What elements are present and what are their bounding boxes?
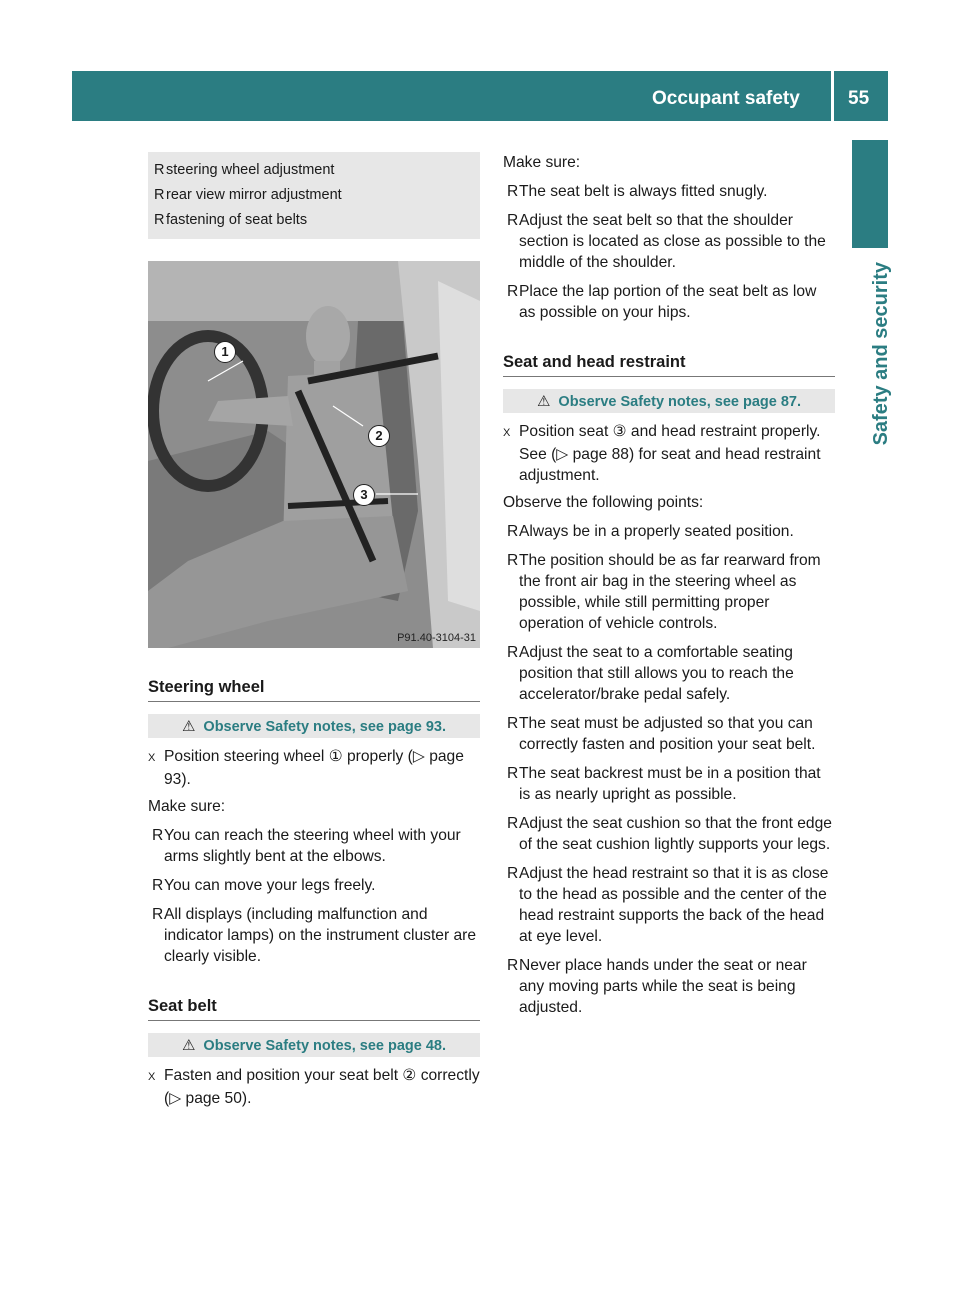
list-item: RAdjust the seat belt so that the shoulder section is located as close as possible to the middle of the shoulder.	[507, 212, 826, 271]
list-item: RThe seat must be adjusted so that you can correctly fasten and position your seat belt.	[507, 715, 816, 753]
list-item: RThe seat backrest must be in a position that is as nearly upright as possible.	[507, 765, 821, 803]
step-arrow-icon: X	[503, 427, 511, 439]
observe-label: Observe the following points:	[503, 494, 704, 511]
steering-warning: ⚠ Observe Safety notes, see page 93.	[148, 714, 480, 738]
bullet-icon: R	[154, 162, 165, 178]
warning-icon: ⚠	[181, 718, 196, 735]
bullet-icon: R	[507, 212, 519, 229]
steering-step: X Position steering wheel ① properly (▷ page 93).	[148, 748, 464, 788]
seat-illustration	[148, 261, 480, 648]
right-column	[503, 152, 835, 1018]
list-item: RYou can move your legs freely.	[152, 877, 376, 894]
list-item: RNever place hands under the seat or near any moving parts while the seat is being adjusted.	[507, 957, 807, 1016]
list-item: RAdjust the head restraint so that it is as close to the head as possible and the center of the head restraint supports the back of the head at eye level.	[507, 865, 829, 945]
bullet-icon: R	[152, 877, 164, 894]
header-divider	[831, 71, 834, 121]
bullet-icon: R	[507, 644, 519, 661]
bullet-icon: R	[507, 815, 519, 832]
callout-2: 2	[368, 425, 390, 447]
bullet-icon: R	[507, 865, 519, 882]
seat-head-restraint-heading: Seat and head restraint	[503, 353, 835, 377]
seat-belt-heading: Seat belt	[148, 997, 480, 1021]
list-item: RAlways be in a properly seated position.	[507, 523, 794, 540]
warning-icon: ⚠	[536, 393, 551, 410]
steering-wheel-heading: Steering wheel	[148, 678, 480, 702]
seat-warning: ⚠ Observe Safety notes, see page 87.	[503, 389, 835, 413]
make-sure-label: Make sure:	[503, 154, 581, 171]
left-column	[148, 152, 480, 1109]
driver-seat-illustration	[148, 261, 480, 648]
bullet-icon: R	[154, 187, 165, 203]
bullet-icon: R	[507, 552, 519, 569]
figure-code: P91.40-3104-31	[397, 632, 476, 644]
list-item: R rear view mirror adjustment	[148, 185, 480, 206]
warning-icon: ⚠	[181, 1037, 196, 1054]
make-sure-label: Make sure:	[148, 798, 226, 815]
list-item: RThe position should be as far rearward from the front air bag in the steering wheel as possible, while still permitting proper operation of vehicle controls.	[507, 552, 821, 632]
bullet-icon: R	[152, 906, 164, 923]
callout-3: 3	[353, 484, 375, 506]
section-title: Occupant safety	[652, 88, 800, 109]
list-item: RYou can reach the steering wheel with your arms slightly bent at the elbows.	[152, 827, 461, 865]
intro-bullet-box	[148, 152, 480, 239]
list-item: RThe seat belt is always fitted snugly.	[507, 183, 768, 200]
seat-belt-step: X Fasten and position your seat belt ② correctly (▷ page 50).	[148, 1067, 480, 1107]
bullet-icon: R	[154, 212, 165, 228]
bullet-icon: R	[507, 523, 519, 540]
side-tab-block	[852, 140, 888, 248]
list-item: R fastening of seat belts	[148, 210, 480, 231]
bullet-icon: R	[507, 765, 519, 782]
step-arrow-icon: X	[148, 752, 156, 764]
callout-1: 1	[214, 341, 236, 363]
bullet-icon: R	[507, 957, 519, 974]
seat-step: X Position seat ③ and head restraint properly. See (▷ page 88) for seat and head restraint adjustment.	[503, 423, 821, 484]
seat-belt-warning: ⚠ Observe Safety notes, see page 48.	[148, 1033, 480, 1057]
bullet-icon: R	[152, 827, 164, 844]
list-item: RAdjust the seat to a comfortable seating position that still allows you to reach the accelerator/brake pedal safely.	[507, 644, 794, 703]
bullet-icon: R	[507, 283, 519, 300]
list-item: RAdjust the seat cushion so that the front edge of the seat cushion lightly supports your legs.	[507, 815, 832, 853]
side-tab-label: Safety and security	[870, 262, 892, 446]
bullet-icon: R	[507, 715, 519, 732]
list-item: RPlace the lap portion of the seat belt as low as possible on your hips.	[507, 283, 817, 321]
list-item: RAll displays (including malfunction and indicator lamps) on the instrument cluster are clearly visible.	[152, 906, 477, 965]
list-item: R steering wheel adjustment	[148, 160, 480, 181]
bullet-icon: R	[507, 183, 519, 200]
step-arrow-icon: X	[148, 1071, 156, 1083]
page-number: 55	[848, 88, 870, 109]
